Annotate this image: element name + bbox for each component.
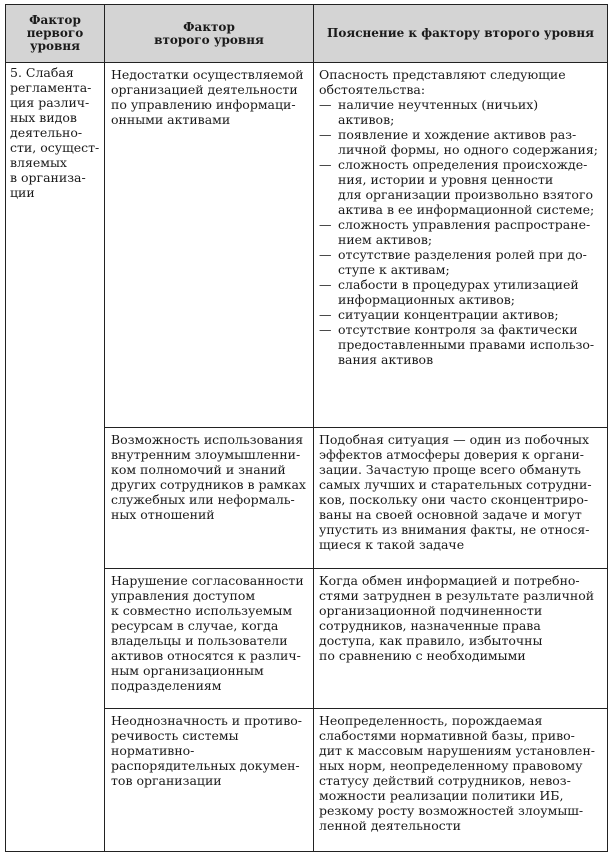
text-line: зации. Зачастую проще всего обмануть [319, 462, 581, 477]
table-row [6, 63, 608, 428]
factor-table [5, 4, 608, 852]
text-line: речивость системы [111, 728, 239, 743]
text-line: ваны на своей основной задаче и могут [319, 507, 582, 522]
text-line: информационных активов; [338, 292, 516, 307]
text-line: ных норм, неопределенному правовому [319, 758, 583, 773]
text-line: ции [10, 185, 35, 200]
list-item [319, 277, 603, 307]
text-line: упустить из внимания факты, не относя- [319, 522, 590, 537]
text-line: организацией деятельности [111, 82, 298, 97]
dash-marker: — [319, 247, 332, 262]
text-line: ным организационным [111, 663, 264, 678]
text-line: онными активами [111, 112, 231, 127]
list-item [319, 157, 603, 217]
list-item [319, 217, 603, 247]
dash-marker: — [319, 217, 332, 232]
text-line: доступа, как правило, избыточны [319, 633, 543, 648]
header-line: Пояснение к фактору второго уровня [327, 26, 594, 40]
text-line: владельцы и пользователи [111, 633, 288, 648]
text-line: 5. Слабая [10, 65, 74, 80]
text-line: Недостатки осуществляемой [111, 67, 304, 82]
level1-factor-cell [6, 63, 105, 852]
dash-marker: — [319, 277, 332, 292]
header-line: второго уровня [154, 32, 264, 47]
text-line: управления доступом [111, 588, 256, 603]
text-line: служебных или неформаль- [111, 492, 295, 507]
dash-marker: — [319, 322, 332, 337]
text-line: личной формы, но одного содержания; [338, 142, 598, 157]
explanation-cell [314, 569, 608, 709]
header-level2 [105, 5, 314, 63]
text-line: вания активов [338, 352, 434, 367]
explanation-cell [314, 63, 608, 428]
text-line: щиеся к такой задаче [319, 537, 465, 552]
text-line: по сравнению с необходимыми [319, 648, 526, 663]
text-line: регламента- [10, 80, 92, 95]
text-line: слабостями нормативной базы, приво- [319, 728, 575, 743]
list-item [319, 307, 603, 322]
text-line: обстоятельства: [319, 82, 426, 97]
text-line: актива в ее информационной системе; [338, 202, 595, 217]
level2-factor-cell [105, 428, 314, 569]
list-item [319, 322, 603, 367]
level2-factor-cell [105, 63, 314, 428]
header-explanation [314, 5, 608, 63]
text-line: слабости в процедурах утилизацией [338, 277, 579, 292]
text-line: ция различ- [10, 95, 90, 110]
text-line: дит к массовым нарушениям установлен- [319, 743, 596, 758]
dash-marker: — [319, 127, 332, 142]
text-line: ков, поскольку они часто сконцентриро- [319, 492, 589, 507]
dash-marker: — [319, 307, 332, 322]
header-line: уровня [29, 39, 81, 53]
text-line: в организа- [10, 170, 86, 185]
text-line: наличие неучтенных (ничьих) [338, 97, 539, 112]
text-line: можности реализации политики ИБ, [319, 788, 564, 803]
text-line: Неопределенность, порождаемая [319, 713, 543, 728]
text-line: нормативно- [111, 743, 195, 758]
text-line: эффектов атмосферы доверия к органи- [319, 447, 585, 462]
text-line: отсутствие разделения ролей при до- [338, 247, 587, 262]
header-line: Фактор [29, 13, 81, 27]
text-line: активов; [338, 112, 395, 127]
text-line: отсутствие контроля за фактически [338, 322, 578, 337]
header-row [6, 5, 608, 63]
text-line: стями затруднен в результате различной [319, 588, 595, 603]
text-line: сложность определения происхожде- [338, 157, 588, 172]
list-item [319, 127, 603, 157]
text-line: подразделениям [111, 678, 222, 693]
text-line: сти, осущест- [10, 140, 100, 155]
header-line: первого [26, 26, 84, 40]
text-line: самых лучших и старательных сотрудни- [319, 477, 592, 492]
text-line: тов организации [111, 773, 222, 788]
text-line: ком полномочий и знаний [111, 462, 286, 477]
text-line: для организации произвольно взятого [338, 187, 594, 202]
text-line: по управлению информаци- [111, 97, 296, 112]
explanation-cell [314, 709, 608, 852]
list-item [319, 97, 603, 127]
text-line: предоставленными правами использо- [338, 337, 595, 352]
text-line: ситуации концентрации активов; [338, 307, 559, 322]
list-item [319, 247, 603, 277]
text-line: ния, истории и уровня ценности [338, 172, 554, 187]
text-line: появление и хождение активов раз- [338, 127, 577, 142]
text-line: статусу действий сотрудников, невоз- [319, 773, 571, 788]
text-line: к совместно используемым [111, 603, 293, 618]
header-line: Фактор [183, 19, 235, 34]
text-line: Опасность представляют следующие [319, 67, 566, 82]
level2-factor-cell [105, 569, 314, 709]
explanation-cell [314, 428, 608, 569]
text-line: Неоднозначность и противо- [111, 713, 302, 728]
text-line: вляемых [10, 155, 67, 170]
text-line: ресурсам в случае, когда [111, 618, 279, 633]
text-line: сложность управления распростране- [338, 217, 591, 232]
text-line: сотрудников, назначенные права [319, 618, 541, 633]
text-line: нием активов; [338, 232, 433, 247]
text-line: Когда обмен информацией и потребно- [319, 573, 580, 588]
text-line: Подобная ситуация — один из побочных [319, 432, 590, 447]
text-line: резкому росту возможностей злоумыш- [319, 803, 584, 818]
text-line: распорядительных докумен- [111, 758, 300, 773]
dash-marker: — [319, 157, 332, 172]
text-line: ных видов [10, 110, 77, 125]
level2-factor-cell [105, 709, 314, 852]
text-line: ленной деятельности [319, 818, 461, 833]
text-line: ступе к активам; [338, 262, 450, 277]
text-line: активов относятся к различ- [111, 648, 301, 663]
dash-marker: — [319, 97, 332, 112]
text-line: деятельно- [10, 125, 83, 140]
text-line: организационной подчиненности [319, 603, 543, 618]
text-line: внутренним злоумышленни- [111, 447, 301, 462]
header-level1 [6, 5, 105, 63]
text-line: Нарушение согласованности [111, 573, 304, 588]
text-line: других сотрудников в рамках [111, 477, 306, 492]
text-line: Возможность использования [111, 432, 304, 447]
text-line: ных отношений [111, 507, 215, 522]
